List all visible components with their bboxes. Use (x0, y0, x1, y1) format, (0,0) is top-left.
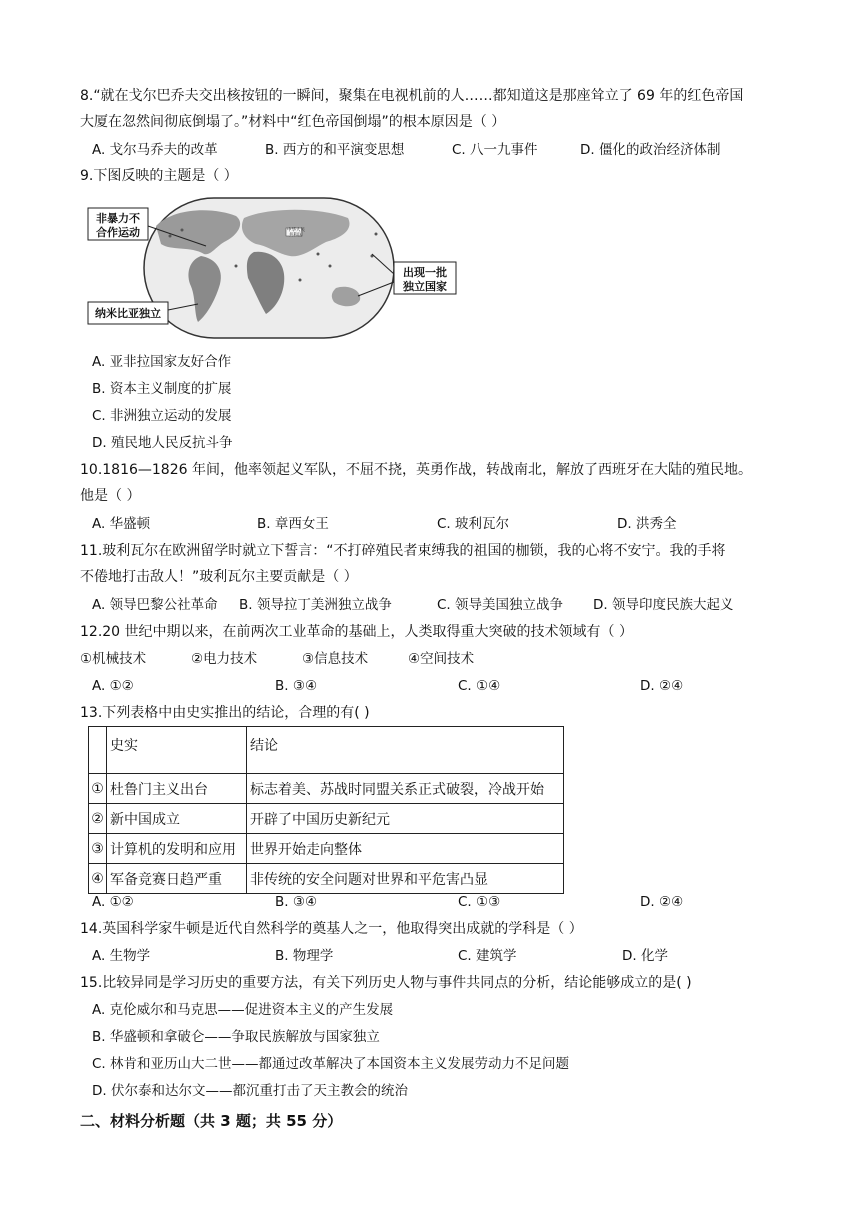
q9-option-a[interactable]: A. 亚非拉国家友好合作 (92, 354, 232, 370)
q8-stem-line1: 8.“就在戈尔巴乔夫交出核按钮的一瞬间，聚集在电视机前的人……都知道这是那座耸立了 69 年的红色帝国 (80, 88, 744, 104)
q14-option-d[interactable]: D. 化学 (622, 948, 668, 964)
table-cell-fact: 新中国成立 (107, 804, 247, 834)
q8-option-a[interactable]: A. 戈尔马乔夫的改革 (92, 142, 218, 158)
map-globe (144, 198, 394, 338)
q14-option-b[interactable]: B. 物理学 (275, 948, 334, 964)
q10-option-a[interactable]: A. 华盛顿 (92, 516, 151, 532)
q13-table (88, 726, 564, 894)
table-cell-conclusion: 世界开始走向整体 (247, 834, 564, 864)
q10-option-b[interactable]: B. 章西女王 (257, 516, 329, 532)
q9-option-d[interactable]: D. 殖民地人民反抗斗争 (92, 435, 233, 451)
q8-option-c[interactable]: C. 八一九事件 (452, 142, 538, 158)
table-cell-num: ④ (89, 864, 107, 894)
q12-option-b[interactable]: B. ③④ (275, 678, 318, 694)
callout-new-states-line1: 出现一批 (403, 266, 447, 279)
q9-option-c[interactable]: C. 非洲独立运动的发展 (92, 408, 232, 424)
q9-stem: 9.下图反映的主题是（ ） (80, 168, 238, 184)
table-cell-fact: 计算机的发明和应用 (107, 834, 247, 864)
table-cell-num: ③ (89, 834, 107, 864)
q12-item-3: ③信息技术 (302, 651, 369, 667)
q15-option-c[interactable]: C. 林肯和亚历山大二世——都通过改革解决了本国资本主义发展劳动力不足问题 (92, 1056, 570, 1072)
callout-namibia-text: 纳米比亚独立 (95, 307, 161, 320)
world-map-figure (86, 196, 458, 346)
q12-option-d[interactable]: D. ②④ (640, 678, 684, 694)
table-cell-fact: 杜鲁门主义出台 (107, 774, 247, 804)
q11-stem-line2: 不倦地打击敌人！”玻利瓦尔主要贡献是（ ） (80, 569, 358, 585)
q15-stem: 15.比较异同是学习历史的重要方法，有关下列历史人物与事件共同点的分析，结论能够成立的是( ) (80, 975, 692, 991)
callout-non-violence-line1: 非暴力不 (96, 212, 140, 225)
table-cell-conclusion: 标志着美、苏战时同盟关系正式破裂，冷战开始 (247, 774, 564, 804)
q12-item-1: ①机械技术 (80, 651, 147, 667)
q13-option-a[interactable]: A. ①② (92, 894, 134, 910)
q12-item-2: ②电力技术 (191, 651, 258, 667)
callout-new-states-line2: 独立国家 (403, 280, 447, 293)
callout-non-violence-line2: 合作运动 (96, 226, 140, 239)
q12-option-a[interactable]: A. ①② (92, 678, 134, 694)
q12-option-c[interactable]: C. ①④ (458, 678, 501, 694)
q14-option-a[interactable]: A. 生物学 (92, 948, 151, 964)
q8-stem-line2: 大厦在忽然间彻底倒塌了。”材料中“红色帝国倒塌”的根本原因是（ ） (80, 114, 506, 130)
table-header-row (89, 727, 564, 774)
map-center-label-1: 中华人民 (287, 228, 305, 233)
q8-option-b[interactable]: B. 西方的和平演变思想 (265, 142, 405, 158)
q13-stem: 13.下列表格中由史实推出的结论，合理的有( ) (80, 705, 370, 721)
section-2-heading: 二、材料分析题（共 3 题；共 55 分） (80, 1112, 343, 1130)
table-row (89, 774, 564, 804)
table-cell-fact: 军备竞赛日趋严重 (107, 864, 247, 894)
table-cell-conclusion: 开辟了中国历史新纪元 (247, 804, 564, 834)
q15-option-a[interactable]: A. 克伦威尔和马克思——促进资本主义的产生发展 (92, 1002, 394, 1018)
table-cell-num: ② (89, 804, 107, 834)
table-row (89, 804, 564, 834)
q9-option-b[interactable]: B. 资本主义制度的扩展 (92, 381, 232, 397)
q15-option-d[interactable]: D. 伏尔泰和达尔文——都沉重打击了天主教会的统治 (92, 1083, 408, 1099)
q10-stem-line2: 他是（ ） (80, 488, 141, 504)
q14-option-c[interactable]: C. 建筑学 (458, 948, 517, 964)
table-header-cell: 史实 (107, 727, 247, 774)
q15-option-b[interactable]: B. 华盛顿和拿破仑——争取民族解放与国家独立 (92, 1029, 380, 1045)
q13-option-d[interactable]: D. ②④ (640, 894, 684, 910)
q11-stem-line1: 11.玻利瓦尔在欧洲留学时就立下誓言：“不打碎殖民者束缚我的祖国的枷锁，我的心将不安宁。我的手将 (80, 543, 726, 559)
q11-option-c[interactable]: C. 领导美国独立战争 (437, 597, 564, 613)
table-row (89, 834, 564, 864)
q10-option-d[interactable]: D. 洪秀全 (617, 516, 677, 532)
q10-option-c[interactable]: C. 玻利瓦尔 (437, 516, 510, 532)
q12-stem: 12.20 世纪中期以来，在前两次工业革命的基础上，人类取得重大突破的技术领域有（ ） (80, 624, 633, 640)
q13-option-c[interactable]: C. ①③ (458, 894, 501, 910)
table-cell-conclusion: 非传统的安全问题对世界和平危害凸显 (247, 864, 564, 894)
q8-option-d[interactable]: D. 僵化的政治经济体制 (580, 142, 721, 158)
table-cell-num: ① (89, 774, 107, 804)
q14-stem: 14.英国科学家牛顿是近代自然科学的奠基人之一，他取得突出成就的学科是（ ） (80, 921, 583, 937)
q11-option-d[interactable]: D. 领导印度民族大起义 (593, 597, 734, 613)
table-row (89, 864, 564, 894)
q13-option-b[interactable]: B. ③④ (275, 894, 318, 910)
q11-option-b[interactable]: B. 领导拉丁美洲独立战争 (239, 597, 392, 613)
table-header-cell: 结论 (247, 727, 564, 774)
q11-option-a[interactable]: A. 领导巴黎公社革命 (92, 597, 218, 613)
q10-stem-line1: 10.1816—1826 年间，他率领起义军队，不屈不挠，英勇作战，转战南北，解放了西班牙在大陆的殖民地。 (80, 462, 752, 478)
map-center-label-2: 共和国 (289, 233, 303, 238)
q12-item-4: ④空间技术 (408, 651, 475, 667)
table-header-cell (89, 727, 107, 774)
